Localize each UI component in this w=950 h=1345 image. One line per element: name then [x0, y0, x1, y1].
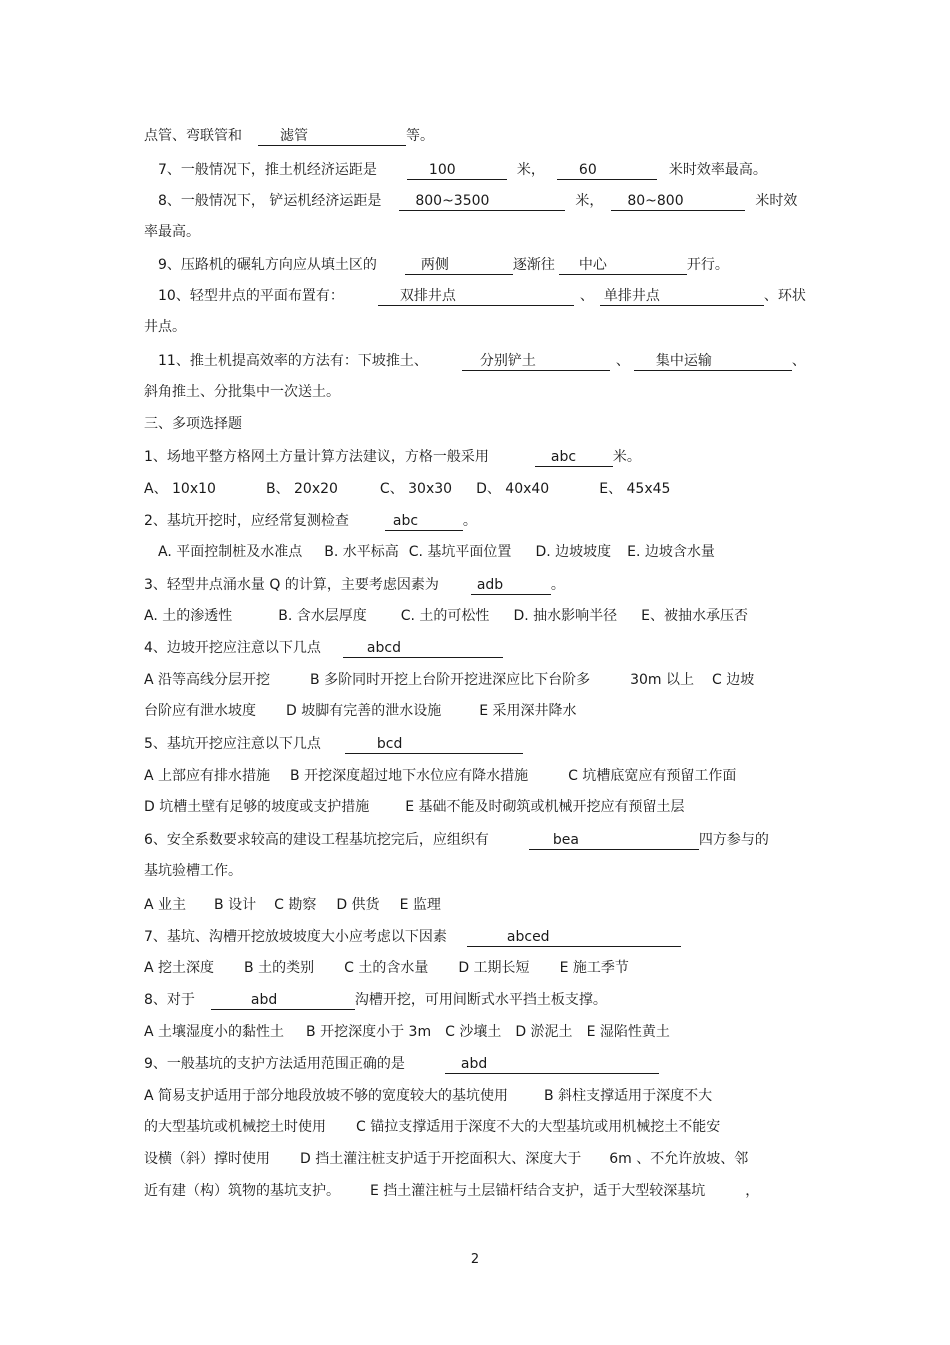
option: 30m 以上 [630, 672, 694, 688]
option: D 工期长短 [458, 960, 530, 976]
option: D 供货 [336, 897, 380, 913]
mc-question-1 [144, 447, 641, 467]
question-text: 5、基坑开挖应注意以下几点 [144, 736, 321, 752]
question-text: 逐渐往 [512, 257, 555, 273]
answer-blank: 双排井点 [378, 288, 574, 306]
option: D. 边坡坡度 [535, 544, 612, 560]
question-text-continued: 率最高。 [144, 224, 200, 240]
answer-blank: abd [211, 992, 355, 1010]
option: C、 30x30 [379, 481, 453, 497]
option: D. 抽水影响半径 [513, 608, 618, 624]
question-text: 等。 [406, 128, 434, 144]
question-text: 开行。 [686, 257, 729, 273]
option: C. 土的可松性 [400, 608, 490, 624]
option: E 施工季节 [559, 960, 629, 976]
option: E 挡土灌注桩与土层锚杆结合支护，适于大型较深基坑 [370, 1183, 706, 1199]
option: C 锚拉支撑适用于深度不大的大型基坑或用机械挖土不能安 [356, 1119, 721, 1135]
question-text: 4、边坡开挖应注意以下几点 [144, 640, 321, 656]
question-text: 9、一般基坑的支护方法适用范围正确的是 [144, 1056, 405, 1072]
answer-blank: 分别铲土 [462, 353, 610, 371]
option: A 简易支护适用于部分地段放坡不够的宽度较大的基坑使用 [144, 1088, 509, 1104]
answer-blank: 80~800 [611, 193, 745, 211]
option: B 开挖深度超过地下水位应有降水措施 [290, 768, 529, 784]
mc-options-3 [144, 606, 748, 626]
answer-blank: 集中运输 [634, 353, 792, 371]
mc-question-7 [144, 927, 681, 947]
option: A. 平面控制桩及水准点 [158, 544, 303, 560]
option: B 设计 [214, 897, 257, 913]
mc-options-9-line3 [144, 1149, 748, 1169]
question-text: 米时效 [755, 193, 798, 209]
answer-blank: 滤管 [258, 128, 406, 146]
option: C. 基坑平面位置 [408, 544, 512, 560]
question-text: 7、基坑、沟槽开挖放坡坡度大小应考虑以下因素 [144, 929, 447, 945]
question-text: 11、推土机提高效率的方法有：下坡推土、 [158, 353, 428, 369]
answer-blank: 100 [407, 162, 507, 180]
option: E、被抽水承压否 [641, 608, 748, 624]
fill-line-filter-tube [144, 126, 434, 146]
option: A. 土的渗透性 [144, 608, 233, 624]
answer-blank: abc [535, 449, 613, 467]
option: E. 边坡含水量 [627, 544, 715, 560]
option: B 斜柱支撑适用于深度不大 [544, 1088, 713, 1104]
option: C 土的含水量 [344, 960, 429, 976]
answer-blank: abd [445, 1056, 659, 1074]
question-text: 6、安全系数要求较高的建设工程基坑挖完后，应组织有 [144, 832, 489, 848]
question-text-continued: 井点。 [144, 319, 186, 335]
question-text: 10、轻型井点的平面布置有： [158, 288, 344, 304]
mc-question-5 [144, 734, 523, 754]
mc-options-7 [144, 958, 629, 978]
question-text: 四方参与的 [698, 832, 769, 848]
option: A 沿等高线分层开挖 [144, 672, 271, 688]
option: ， [745, 1183, 760, 1199]
mc-options-4-line1 [144, 670, 754, 690]
question-text: 。 [462, 513, 477, 529]
option: A 上部应有排水措施 [144, 768, 271, 784]
option: C 边坡 [712, 672, 755, 688]
option: C 沙壤土 [445, 1024, 502, 1040]
question-text: 米时效率最高。 [668, 162, 767, 178]
question-text: 米， [516, 162, 545, 178]
question-text: 3、轻型井点涌水量 Q 的计算，主要考虑因素为 [144, 577, 439, 593]
answer-blank: 60 [557, 162, 657, 180]
answer-blank: bea [529, 832, 699, 850]
mc-question-8 [144, 990, 607, 1010]
option: E 采用深井降水 [479, 703, 577, 719]
answer-blank: 800~3500 [399, 193, 565, 211]
option: B 多阶同时开挖上台阶开挖进深应比下台阶多 [310, 672, 591, 688]
question-text: 9、压路机的碾轧方向应从填土区的 [158, 257, 377, 273]
option: D 淤泥土 [515, 1024, 573, 1040]
fill-question-10 [158, 286, 806, 306]
question-text: 米， [575, 193, 604, 209]
option: D、 40x40 [476, 481, 550, 497]
question-text: 、 [579, 288, 594, 304]
option: 近有建（构）筑物的基坑支护。 [144, 1183, 340, 1199]
option: A 挖土深度 [144, 960, 215, 976]
option: E 基础不能及时砌筑或机械开挖应有预留土层 [405, 799, 685, 815]
mc-options-5-line2 [144, 797, 685, 817]
option: 设横（斜）撑时使用 [144, 1151, 270, 1167]
fill-question-8 [158, 191, 797, 211]
option: A 土壤湿度小的黏性土 [144, 1024, 285, 1040]
answer-blank: bcd [345, 736, 523, 754]
option: B. 含水层厚度 [278, 608, 367, 624]
option: E、 45x45 [599, 481, 671, 497]
fill-question-11 [158, 351, 806, 371]
fill-question-7 [158, 160, 767, 180]
mc-options-9-line4 [144, 1181, 759, 1201]
mc-question-4 [144, 638, 503, 658]
question-text: 米。 [612, 449, 641, 465]
answer-blank: abcd [343, 640, 503, 658]
option: B 土的类别 [244, 960, 315, 976]
question-text: 2、基坑开挖时，应经常复测检查 [144, 513, 349, 529]
question-text: 沟槽开挖，可用间断式水平挡土板支撑。 [354, 992, 607, 1008]
question-text: 点管、弯联管和 [144, 128, 242, 144]
answer-blank: abc [385, 513, 463, 531]
option: D 挡土灌注桩支护适于开挖面积大、深度大于 [300, 1151, 582, 1167]
question-text: 1、场地平整方格网土方量计算方法建议，方格一般采用 [144, 449, 489, 465]
option: B 开挖深度小于 3m [306, 1024, 432, 1040]
mc-question-6 [144, 830, 769, 850]
mc-options-9-line1 [144, 1086, 712, 1106]
mc-options-5-line1 [144, 766, 736, 786]
option: 6m 、不允许放坡、邻 [609, 1151, 749, 1167]
mc-options-6 [144, 895, 441, 915]
option: B. 水平标高 [324, 544, 399, 560]
option: A、 10x10 [144, 481, 216, 497]
page-number: 2 [470, 1252, 480, 1267]
question-text-continued: 基坑验槽工作。 [144, 863, 242, 879]
mc-options-8 [144, 1022, 670, 1042]
option: 的大型基坑或机械挖土时使用 [144, 1119, 326, 1135]
answer-blank: 中心 [559, 257, 687, 275]
question-text: 、 [615, 353, 630, 369]
question-text: 、 [791, 353, 806, 369]
mc-options-9-line2 [144, 1117, 720, 1137]
question-text: 、环状 [763, 288, 806, 304]
mc-options-1 [144, 479, 670, 499]
option: E 湿陷性黄土 [586, 1024, 670, 1040]
option: D 坑槽土壁有足够的坡度或支护措施 [144, 799, 370, 815]
section-title: 三、多项选择题 [144, 416, 242, 432]
mc-question-2 [144, 511, 477, 531]
option: C 勘察 [274, 897, 317, 913]
option: B、 20x20 [265, 481, 338, 497]
answer-blank: 两侧 [405, 257, 513, 275]
option: 台阶应有泄水坡度 [144, 703, 256, 719]
fill-question-9 [158, 255, 729, 275]
question-text: 8、对于 [144, 992, 195, 1008]
question-text: 7、一般情况下，推土机经济运距是 [158, 162, 377, 178]
option: D 坡脚有完善的泄水设施 [286, 703, 442, 719]
answer-blank: 单排井点 [600, 288, 764, 306]
mc-question-3 [144, 575, 565, 595]
question-text: 8、一般情况下， 铲运机经济运距是 [158, 193, 382, 209]
mc-question-9 [144, 1054, 659, 1074]
question-text: 。 [550, 577, 565, 593]
mc-options-2 [158, 542, 715, 562]
option: A 业主 [144, 897, 187, 913]
option: E 监理 [399, 897, 441, 913]
option: C 坑槽底宽应有预留工作面 [568, 768, 737, 784]
answer-blank: adb [471, 577, 551, 595]
answer-blank: abced [467, 929, 681, 947]
question-text-continued: 斜角推土、分批集中一次送土。 [144, 384, 340, 400]
mc-options-4-line2 [144, 701, 577, 721]
